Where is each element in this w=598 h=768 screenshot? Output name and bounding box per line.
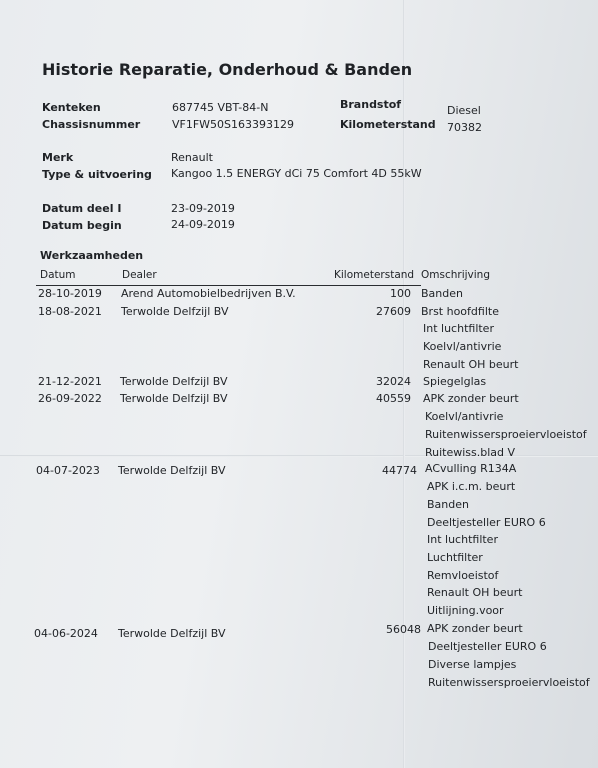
entry-2-item: Int luchtfilter xyxy=(423,322,494,335)
kilometerstand-value: 70382 xyxy=(447,121,482,134)
entry-1-km: 100 xyxy=(390,287,411,300)
entry-4-km: 40559 xyxy=(376,392,411,405)
entry-2-item: Renault OH beurt xyxy=(423,358,519,371)
entry-6-item: Ruitenwissersproeiervloeistof xyxy=(428,676,590,689)
entry-3-item: Spiegelglas xyxy=(423,375,487,388)
entry-6-item: APK zonder beurt xyxy=(427,622,523,635)
datum-begin-label: Datum begin xyxy=(42,219,122,232)
entry-6-item: Deeltjesteller EURO 6 xyxy=(428,640,547,653)
entry-6-datum: 04-06-2024 xyxy=(34,627,98,640)
entry-5-datum: 04-07-2023 xyxy=(36,464,100,477)
entry-5-item: Remvloeistof xyxy=(427,569,499,582)
datum-begin-value: 24-09-2019 xyxy=(171,218,235,231)
header-dealer: Dealer xyxy=(122,269,157,281)
entry-4-dealer: Terwolde Delfzijl BV xyxy=(120,392,228,405)
header-kilometerstand: Kilometerstand xyxy=(334,269,415,281)
datum-deel-value: 23-09-2019 xyxy=(171,202,235,215)
entry-4-item: Ruitenwissersproeiervloeistof xyxy=(425,428,587,441)
kilometerstand-label: Kilometerstand xyxy=(340,118,436,131)
entry-4-item: APK zonder beurt xyxy=(423,392,519,405)
entry-6-item: Diverse lampjes xyxy=(428,658,517,671)
entry-5-item: APK i.c.m. beurt xyxy=(427,480,516,493)
entry-2-item: Koelvl/antivrie xyxy=(423,340,502,353)
entry-2-datum: 18-08-2021 xyxy=(38,305,102,318)
entry-1-datum: 28-10-2019 xyxy=(38,287,102,300)
brandstof-label: Brandstof xyxy=(340,98,402,111)
type-label: Type & uitvoering xyxy=(42,168,152,181)
header-omschrijving: Omschrijving xyxy=(421,269,490,281)
brandstof-value: Diesel xyxy=(447,104,481,117)
entry-2-item: Brst hoofdfilte xyxy=(421,305,499,318)
entry-5-item: Renault OH beurt xyxy=(427,586,523,599)
entry-5-item: Banden xyxy=(427,498,469,511)
header-datum: Datum xyxy=(40,269,76,281)
chassis-label: Chassisnummer xyxy=(42,118,141,131)
chassis-value: VF1FW50S163393129 xyxy=(172,118,295,131)
entry-2-km: 27609 xyxy=(376,305,411,318)
entry-1-item: Banden xyxy=(421,287,463,300)
document-title: Historie Reparatie, Onderhoud & Banden xyxy=(42,60,413,79)
entry-6-km: 56048 xyxy=(386,623,421,636)
entry-6-dealer: Terwolde Delfzijl BV xyxy=(118,627,226,640)
entry-4-datum: 26-09-2022 xyxy=(38,392,102,405)
kenteken-value: 687745 VBT-84-N xyxy=(172,101,269,114)
type-value: Kangoo 1.5 ENERGY dCi 75 Comfort 4D 55kW xyxy=(171,167,422,180)
entry-4-item: Koelvl/antivrie xyxy=(425,410,504,423)
entry-3-datum: 21-12-2021 xyxy=(38,375,102,388)
datum-deel-label: Datum deel I xyxy=(42,202,122,215)
entry-5-item: Luchtfilter xyxy=(427,551,483,564)
entry-5-item: ACvulling R134A xyxy=(425,462,517,475)
header-rule xyxy=(36,285,421,286)
entry-5-item: Deeltjesteller EURO 6 xyxy=(427,516,546,529)
entry-5-km: 44774 xyxy=(382,464,417,477)
merk-value: Renault xyxy=(171,151,213,164)
werkzaamheden-heading: Werkzaamheden xyxy=(40,249,144,262)
kenteken-label: Kenteken xyxy=(42,101,101,114)
entry-5-dealer: Terwolde Delfzijl BV xyxy=(118,464,226,477)
entry-1-dealer: Arend Automobielbedrijven B.V. xyxy=(121,287,296,300)
entry-5-item: Uitlijning.voor xyxy=(427,604,504,617)
entry-5-item: Int luchtfilter xyxy=(427,533,498,546)
merk-label: Merk xyxy=(42,151,74,164)
entry-3-km: 32024 xyxy=(376,375,411,388)
entry-2-dealer: Terwolde Delfzijl BV xyxy=(121,305,229,318)
entry-3-dealer: Terwolde Delfzijl BV xyxy=(120,375,228,388)
entry-4-item: Ruitewiss.blad V xyxy=(425,446,516,459)
